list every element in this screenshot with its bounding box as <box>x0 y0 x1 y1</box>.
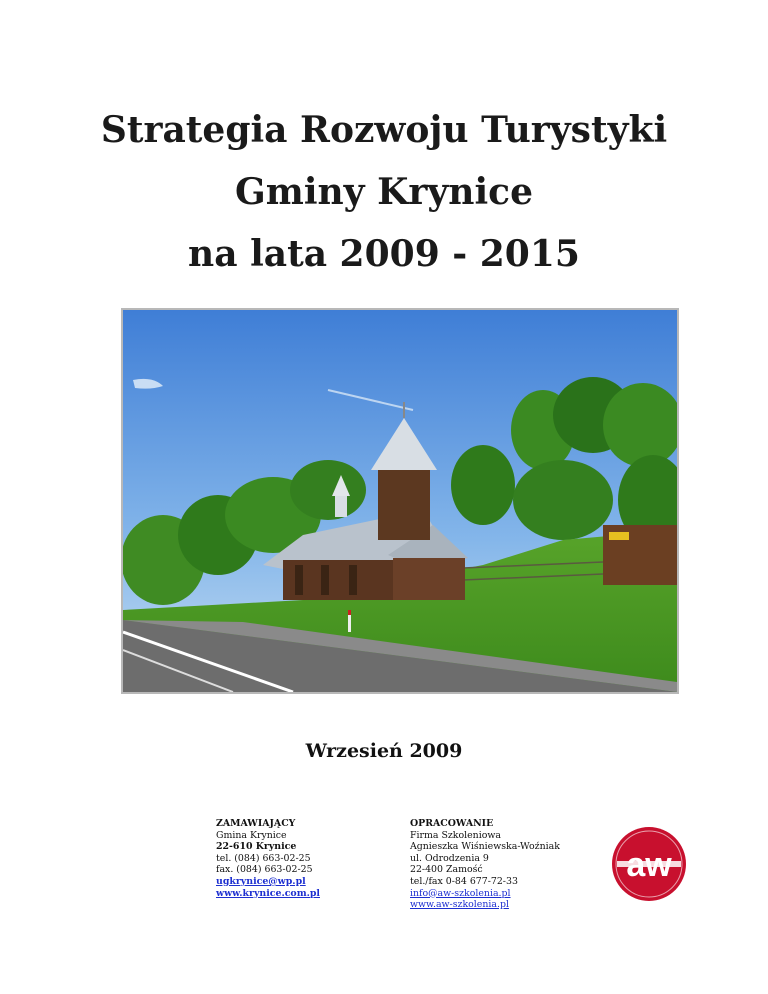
author-name: Agnieszka Wiśniewska-Woźniak <box>410 841 560 853</box>
aw-logo <box>611 826 687 902</box>
orderer-postal-address: 22-610 Krynice <box>216 841 297 853</box>
orderer-website-link[interactable]: www.krynice.com.pl <box>216 887 320 899</box>
orderer-email-link[interactable]: ugkrynice@wp.pl <box>216 875 306 887</box>
author-block <box>410 818 600 911</box>
orderer-fax: fax. (084) 663-02-25 <box>216 864 313 876</box>
author-street: ul. Odrodzenia 9 <box>410 852 489 864</box>
orderer-block <box>216 818 376 899</box>
orderer-phone: tel. (084) 663-02-25 <box>216 852 311 864</box>
document-date: Wrzesień 2009 <box>305 740 463 762</box>
church-photo <box>121 308 679 694</box>
title-line-2: Gminy Krynice <box>235 171 533 213</box>
logo-text: aw <box>626 846 672 884</box>
author-website-link[interactable]: www.aw-szkolenia.pl <box>410 899 509 911</box>
author-city: 22-400 Zamość <box>410 864 483 876</box>
title-line-1: Strategia Rozwoju Turystyki <box>100 109 668 151</box>
author-heading: OPRACOWANIE <box>410 818 494 829</box>
author-email-link[interactable]: info@aw-szkolenia.pl <box>410 887 511 899</box>
orderer-name: Gmina Krynice <box>216 829 287 841</box>
church-photo-illustration <box>123 310 677 692</box>
author-phone: tel./fax 0-84 677-72-33 <box>410 875 518 887</box>
author-company: Firma Szkoleniowa <box>410 829 501 841</box>
orderer-heading: ZAMAWIAJĄCY <box>216 818 296 829</box>
title-line-3: na lata 2009 - 2015 <box>188 233 580 275</box>
